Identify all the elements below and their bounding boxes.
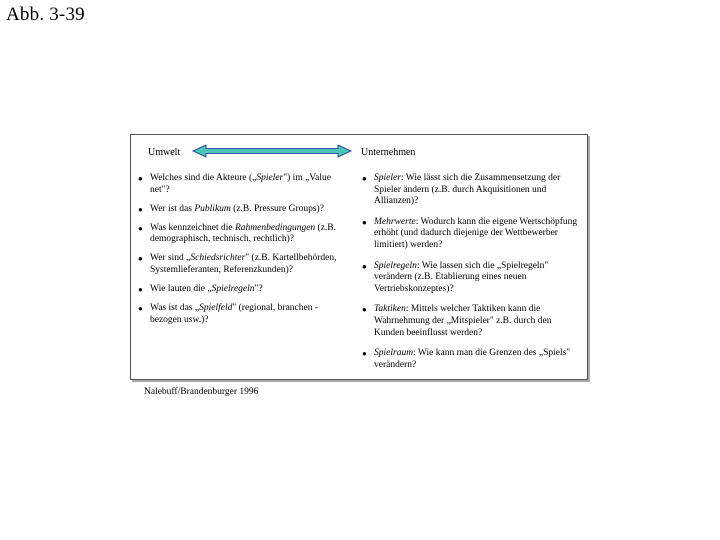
bullet-icon: ● <box>138 223 143 233</box>
header-unternehmen: Unternehmen <box>361 147 416 158</box>
header-umwelt: Umwelt <box>148 147 181 158</box>
bullet-icon: ● <box>138 304 143 314</box>
diagram-box <box>130 134 588 380</box>
bullet-icon: ● <box>138 174 143 183</box>
figure-label: Abb. 3-39 <box>6 4 85 25</box>
list-item: ● Wie lauten die „Spielregeln"? <box>138 284 263 295</box>
list-item: ● Taktiken: Mittels welcher Taktiken kann die Wahrnehmung der „Mitspieler" z.B. durch den Kunden beeinflusst werden? <box>362 304 552 338</box>
source-citation: Nalebuff/Brandenburger 1996 <box>144 387 259 397</box>
list-item: ● Spielregeln: Wie lassen sich die „Spielregeln" verändern (z.B. Etablierung eines neuen Vertriebskonzeptes)? <box>362 260 549 294</box>
list-item: ● Was kennzeichnet die Rahmenbedingungen (z.B. demographisch, technisch, rechtlich)? <box>138 222 337 245</box>
bullet-icon: ● <box>362 349 367 359</box>
double-arrow-shape <box>193 145 351 157</box>
bullet-icon: ● <box>362 305 367 315</box>
bullet-icon: ● <box>362 261 367 271</box>
list-item: ● Wer sind „Schiedsrichter" (z.B. Kartellbehörden, Systemlieferanten, Referenzkunden)? <box>138 253 337 276</box>
list-item: ● Wer ist das Publikum (z.B. Pressure Groups)? <box>138 203 324 214</box>
list-item: ● Mehrwerte: Wodurch kann die eigene Wertschöpfung erhöht (und dadurch diejenige der Wettbewerber limitiert) werden? <box>362 216 578 250</box>
bullet-icon: ● <box>362 174 367 183</box>
bullet-icon: ● <box>138 285 143 295</box>
double-arrow-icon <box>192 144 352 158</box>
umwelt-list <box>136 173 341 334</box>
bullet-icon: ● <box>138 204 143 214</box>
list-item: ● Spielraum: Wie kann man die Grenzen des „Spiels" verändern? <box>362 348 571 370</box>
list-item: ● Spieler: Wie lässt sich die Zusammensetzung der Spieler ändern (z.B. durch Akquisitionen und Allianzen)? <box>362 173 561 207</box>
bullet-icon: ● <box>362 217 367 227</box>
bullet-icon: ● <box>138 254 143 264</box>
list-item: ● Was ist das „Spielfeld" (regional, branchen -bezogen usw.)? <box>138 303 319 325</box>
unternehmen-list <box>360 173 580 380</box>
list-item: ● Welches sind die Akteure („Spieler") im „Value net"? <box>138 173 331 195</box>
